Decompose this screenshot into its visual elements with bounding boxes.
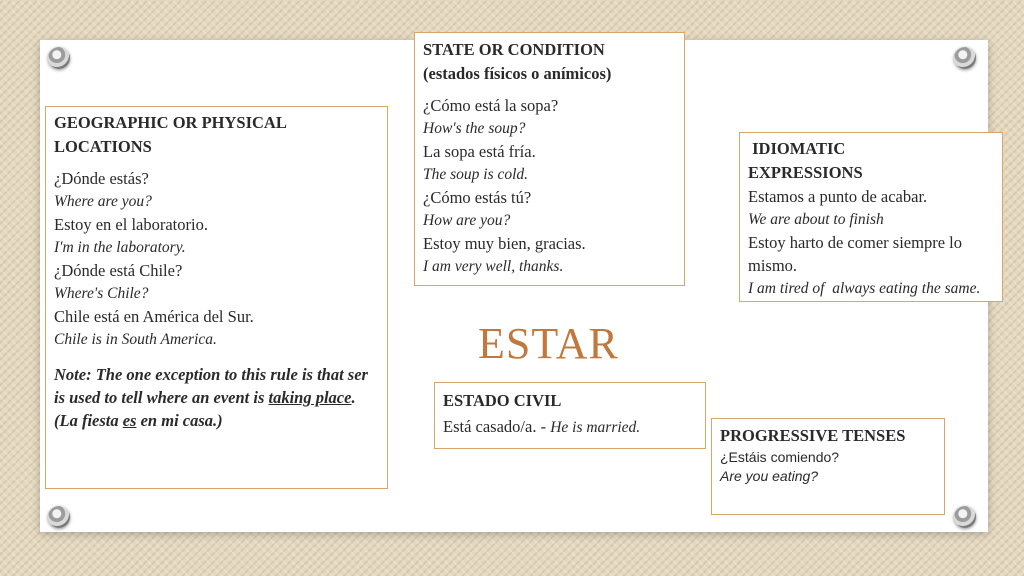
geo-line: Chile está en América del Sur.	[54, 307, 254, 326]
state-line: I am very well, thanks.	[423, 258, 564, 275]
pin-icon-bottom-right	[954, 506, 976, 528]
state-line: ¿Cómo estás tú?	[423, 188, 532, 207]
note-prefix: Note: The one exception to this rule is that ser is used to tell where an event is	[54, 365, 368, 407]
geo-line: ¿Dónde está Chile?	[54, 261, 183, 280]
state-subheading: (estados físicos o anímicos)	[423, 64, 612, 83]
civil-english: He is married.	[550, 419, 641, 436]
note-suffix: en mi casa.)	[136, 411, 223, 430]
state-condition-box	[414, 32, 685, 286]
exception-note	[54, 363, 379, 432]
civil-heading: ESTADO CIVIL	[443, 391, 562, 410]
state-line: ¿Cómo está la sopa?	[423, 96, 559, 115]
state-line: The soup is cold.	[423, 166, 529, 183]
state-line: How are you?	[423, 212, 511, 229]
idiomatic-expressions-box	[739, 132, 1003, 302]
geo-line: Where's Chile?	[54, 285, 149, 302]
geographic-locations-box	[45, 106, 388, 489]
idiomatic-heading: IDIOMATIC EXPRESSIONS	[748, 139, 863, 182]
civil-line	[443, 415, 697, 439]
note-es: es	[122, 411, 137, 430]
idiom-line: Estoy harto de comer siempre lo mismo.	[748, 233, 962, 275]
pin-icon-bottom-left	[48, 506, 70, 528]
note-underlined: taking place	[268, 388, 352, 407]
geo-line: Estoy en el laboratorio.	[54, 215, 208, 234]
geographic-heading: GEOGRAPHIC OR PHYSICAL LOCATIONS	[54, 113, 286, 156]
progressive-tenses-box	[711, 418, 945, 515]
idiom-line: Estamos a punto de acabar.	[748, 187, 928, 206]
progressive-line: ¿Estáis comiendo?	[720, 449, 840, 465]
geo-line: ¿Dónde estás?	[54, 169, 149, 188]
page-title: ESTAR	[478, 319, 619, 368]
geo-line: Chile is in South America.	[54, 331, 217, 348]
progressive-heading: PROGRESSIVE TENSES	[720, 426, 906, 445]
state-line: Estoy muy bien, gracias.	[423, 234, 586, 253]
pin-icon-top-right	[954, 47, 976, 69]
state-line: How's the soup?	[423, 120, 526, 137]
civil-spanish: Está casado/a. -	[443, 417, 551, 436]
state-heading: STATE OR CONDITION	[423, 40, 605, 59]
note-mid: . (La fiesta	[54, 388, 356, 430]
idiom-line: We are about to finish	[748, 211, 884, 228]
geo-line: I'm in the laboratory.	[54, 239, 186, 256]
pin-icon-top-left	[48, 47, 70, 69]
state-line: La sopa está fría.	[423, 142, 536, 161]
estado-civil-box	[434, 382, 706, 449]
idiom-line: I am tired of always eating the same.	[748, 280, 981, 297]
geo-line: Where are you?	[54, 193, 152, 210]
progressive-line: Are you eating?	[720, 468, 819, 484]
